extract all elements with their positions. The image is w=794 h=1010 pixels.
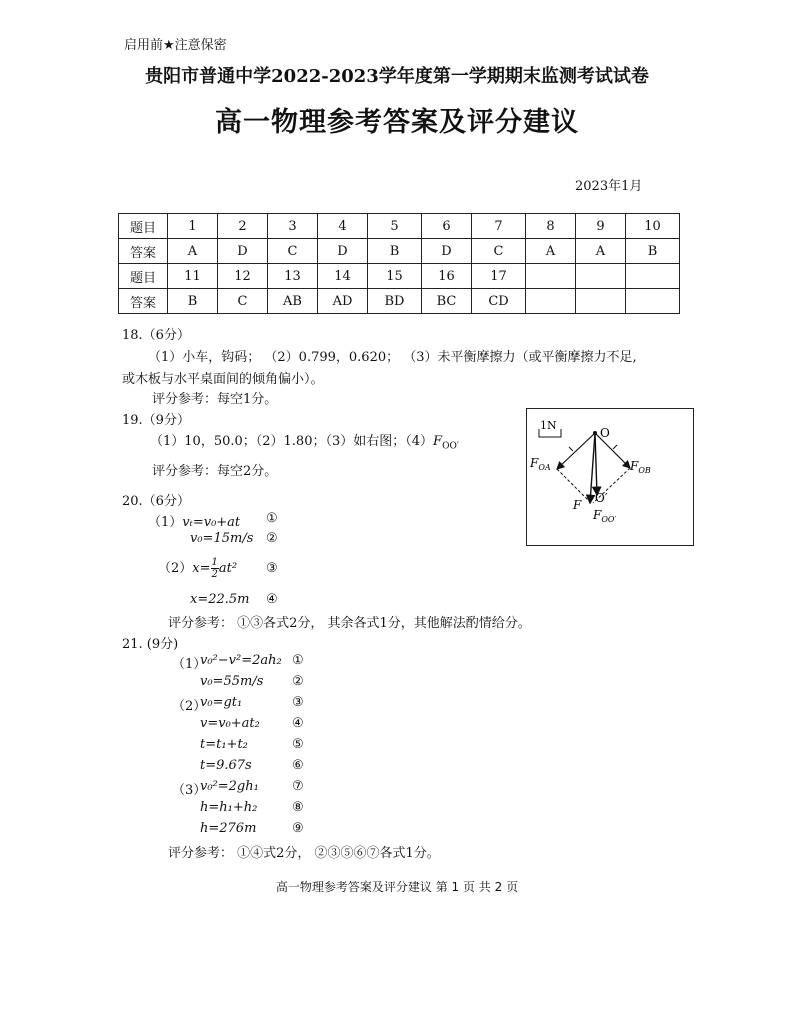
- q20-eq3-fraction: [211, 557, 219, 580]
- q19-scoring: 评分参考：每空2分。: [152, 464, 278, 479]
- q21-eq7-num: ⑦: [292, 779, 304, 794]
- table-row: [119, 214, 680, 239]
- q20-eq2-num: ②: [266, 531, 278, 546]
- table-cell: [526, 264, 576, 289]
- exam-title: 贵阳市普通中学2022-2023学年度第一学期期末监测考试试卷: [145, 66, 649, 87]
- table-cell: A: [526, 239, 576, 264]
- label-fob-f: F: [630, 459, 639, 473]
- label-foo-sub: OO′: [601, 515, 617, 524]
- q18-answer-line1: （1）小车，钩码； （2）0.799，0.620； （3）未平衡摩擦力（或平衡摩擦力不足,: [148, 350, 637, 365]
- label-foa-f: F: [530, 456, 539, 470]
- table-cell: B: [626, 239, 680, 264]
- table-cell: 4: [318, 214, 368, 239]
- label-fob: [629, 459, 651, 475]
- q20-part2: （2）: [158, 561, 193, 576]
- table-cell: D: [422, 239, 472, 264]
- table-cell: C: [218, 289, 268, 314]
- table-cell: AB: [268, 289, 318, 314]
- table-cell: CD: [472, 289, 526, 314]
- q21-eq8: h=h₁+h₂: [200, 800, 258, 815]
- table-cell: B: [168, 289, 218, 314]
- q21-part3-label: （3）: [172, 783, 207, 798]
- q20-eq3-num: ③: [266, 561, 278, 576]
- force-oo-arrow: [595, 433, 597, 495]
- q20-eq1-num: ①: [266, 511, 278, 526]
- q21-eq4-num: ④: [292, 716, 304, 731]
- table-cell: 5: [368, 214, 422, 239]
- page-footer: 高一物理参考答案及评分建议 第 1 页 共 2 页: [275, 880, 519, 894]
- q21-heading: 21. (9分): [122, 637, 179, 652]
- scale-label: 1N: [540, 419, 557, 432]
- table-cell: [526, 289, 576, 314]
- table-cell: 17: [472, 264, 526, 289]
- table-cell: 13: [268, 264, 318, 289]
- table-row: [119, 239, 680, 264]
- table-cell: 答案: [119, 289, 168, 314]
- q20-eq4: x=22.5m: [190, 592, 250, 607]
- table-cell: C: [472, 239, 526, 264]
- q18-heading: 18.（6分）: [122, 328, 190, 343]
- date: 2023年1月: [575, 179, 643, 194]
- table-cell: BC: [422, 289, 472, 314]
- q20-eq3-frac-den: 2: [211, 569, 218, 580]
- table-cell: 题目: [119, 214, 168, 239]
- table-cell: 6: [422, 214, 472, 239]
- q20-eq3-post: at²: [218, 561, 238, 576]
- force-oa-arrow: [557, 433, 595, 469]
- q19-answer-line: [150, 430, 459, 452]
- table-cell: 9: [576, 214, 626, 239]
- table-cell: C: [268, 239, 318, 264]
- q19-answer-force: F: [433, 434, 443, 449]
- q21-eq9-num: ⑨: [292, 821, 304, 836]
- table-cell: 12: [218, 264, 268, 289]
- table-cell: 8: [526, 214, 576, 239]
- q21-eq6-num: ⑥: [292, 758, 304, 773]
- q21-eq9: h=276m: [200, 821, 257, 836]
- table-cell: BD: [368, 289, 422, 314]
- label-oprime: O′: [595, 491, 608, 505]
- q20-eq4-num: ④: [266, 592, 278, 607]
- table-cell: D: [318, 239, 368, 264]
- confidential-notice: 启用前★注意保密: [124, 38, 227, 53]
- label-foo: [592, 508, 616, 524]
- table-cell: 7: [472, 214, 526, 239]
- table-cell: 答案: [119, 239, 168, 264]
- force-diagram: [526, 408, 694, 546]
- q21-eq6: t=9.67s: [200, 758, 252, 773]
- q21-eq4: v=v₀+at₂: [200, 716, 260, 731]
- force-ob-arrow: [595, 433, 630, 468]
- q21-eq2-num: ②: [292, 674, 304, 689]
- tick-oa: [569, 447, 573, 451]
- q20-part1: （1）: [148, 515, 183, 530]
- q19-answer-force-sub: OO′: [442, 441, 459, 452]
- q20-heading: 20.（6分）: [122, 494, 190, 509]
- label-o: O: [600, 426, 610, 440]
- table-cell: 10: [626, 214, 680, 239]
- table-cell: 15: [368, 264, 422, 289]
- q21-eq8-num: ⑧: [292, 800, 304, 815]
- q18-scoring: 评分参考：每空1分。: [152, 392, 278, 407]
- table-cell: 1: [168, 214, 218, 239]
- label-foo-f: F: [593, 508, 602, 522]
- table-cell: A: [576, 239, 626, 264]
- table-cell: D: [218, 239, 268, 264]
- q20-eq2: v₀=15m/s: [190, 531, 254, 546]
- table-cell: 14: [318, 264, 368, 289]
- q21-eq3-num: ③: [292, 695, 304, 710]
- q21-part2-label: （2）: [172, 699, 207, 714]
- force-diagram-svg: [527, 409, 693, 545]
- q20-scoring: 评分参考： ①③各式2分， 其余各式1分，其他解法酌情给分。: [168, 616, 531, 631]
- q21-eq1: v₀²−v²=2ah₂: [200, 653, 282, 668]
- q20-eq3: [158, 557, 237, 580]
- q20-eq3-pre: x=: [192, 561, 211, 576]
- page-title: 高一物理参考答案及评分建议: [215, 107, 579, 138]
- q21-eq1-num: ①: [292, 653, 304, 668]
- q21-eq5: t=t₁+t₂: [200, 737, 248, 752]
- q18-answer-line2: 或木板与水平桌面间的倾角偏小）。: [122, 372, 324, 387]
- q19-heading: 19.（9分）: [122, 413, 190, 428]
- table-cell: [576, 264, 626, 289]
- table-cell: [626, 264, 680, 289]
- table-cell: B: [368, 239, 422, 264]
- q21-eq3: v₀=gt₁: [200, 695, 243, 710]
- label-f: F: [573, 498, 582, 512]
- table-cell: [576, 289, 626, 314]
- q21-scoring: 评分参考： ①④式2分， ②③⑤⑥⑦各式1分。: [168, 846, 440, 861]
- table-cell: AD: [318, 289, 368, 314]
- q21-part1-label: （1）: [172, 657, 207, 672]
- q21-eq2: v₀=55m/s: [200, 674, 264, 689]
- q20-eq3-frac-num: 1: [211, 557, 218, 568]
- q21-eq7: v₀²=2gh₁: [200, 779, 259, 794]
- table-cell: 16: [422, 264, 472, 289]
- table-cell: A: [168, 239, 218, 264]
- label-fob-sub: OB: [638, 466, 651, 475]
- q20-eq1: [148, 511, 240, 530]
- table-cell: 题目: [119, 264, 168, 289]
- answer-table: [118, 213, 680, 314]
- q19-answer-text: （1）10，50.0；（2）1.80；（3）如右图；（4）: [150, 434, 434, 449]
- table-cell: 3: [268, 214, 318, 239]
- tick-ob: [613, 445, 617, 449]
- label-foa: [529, 456, 551, 472]
- table-cell: 2: [218, 214, 268, 239]
- label-foa-sub: OA: [538, 463, 551, 472]
- table-row: [119, 264, 680, 289]
- table-row: [119, 289, 680, 314]
- q20-eq1-text: vₜ=v₀+at: [182, 515, 241, 530]
- table-cell: 11: [168, 264, 218, 289]
- table-cell: [626, 289, 680, 314]
- q21-eq5-num: ⑤: [292, 737, 304, 752]
